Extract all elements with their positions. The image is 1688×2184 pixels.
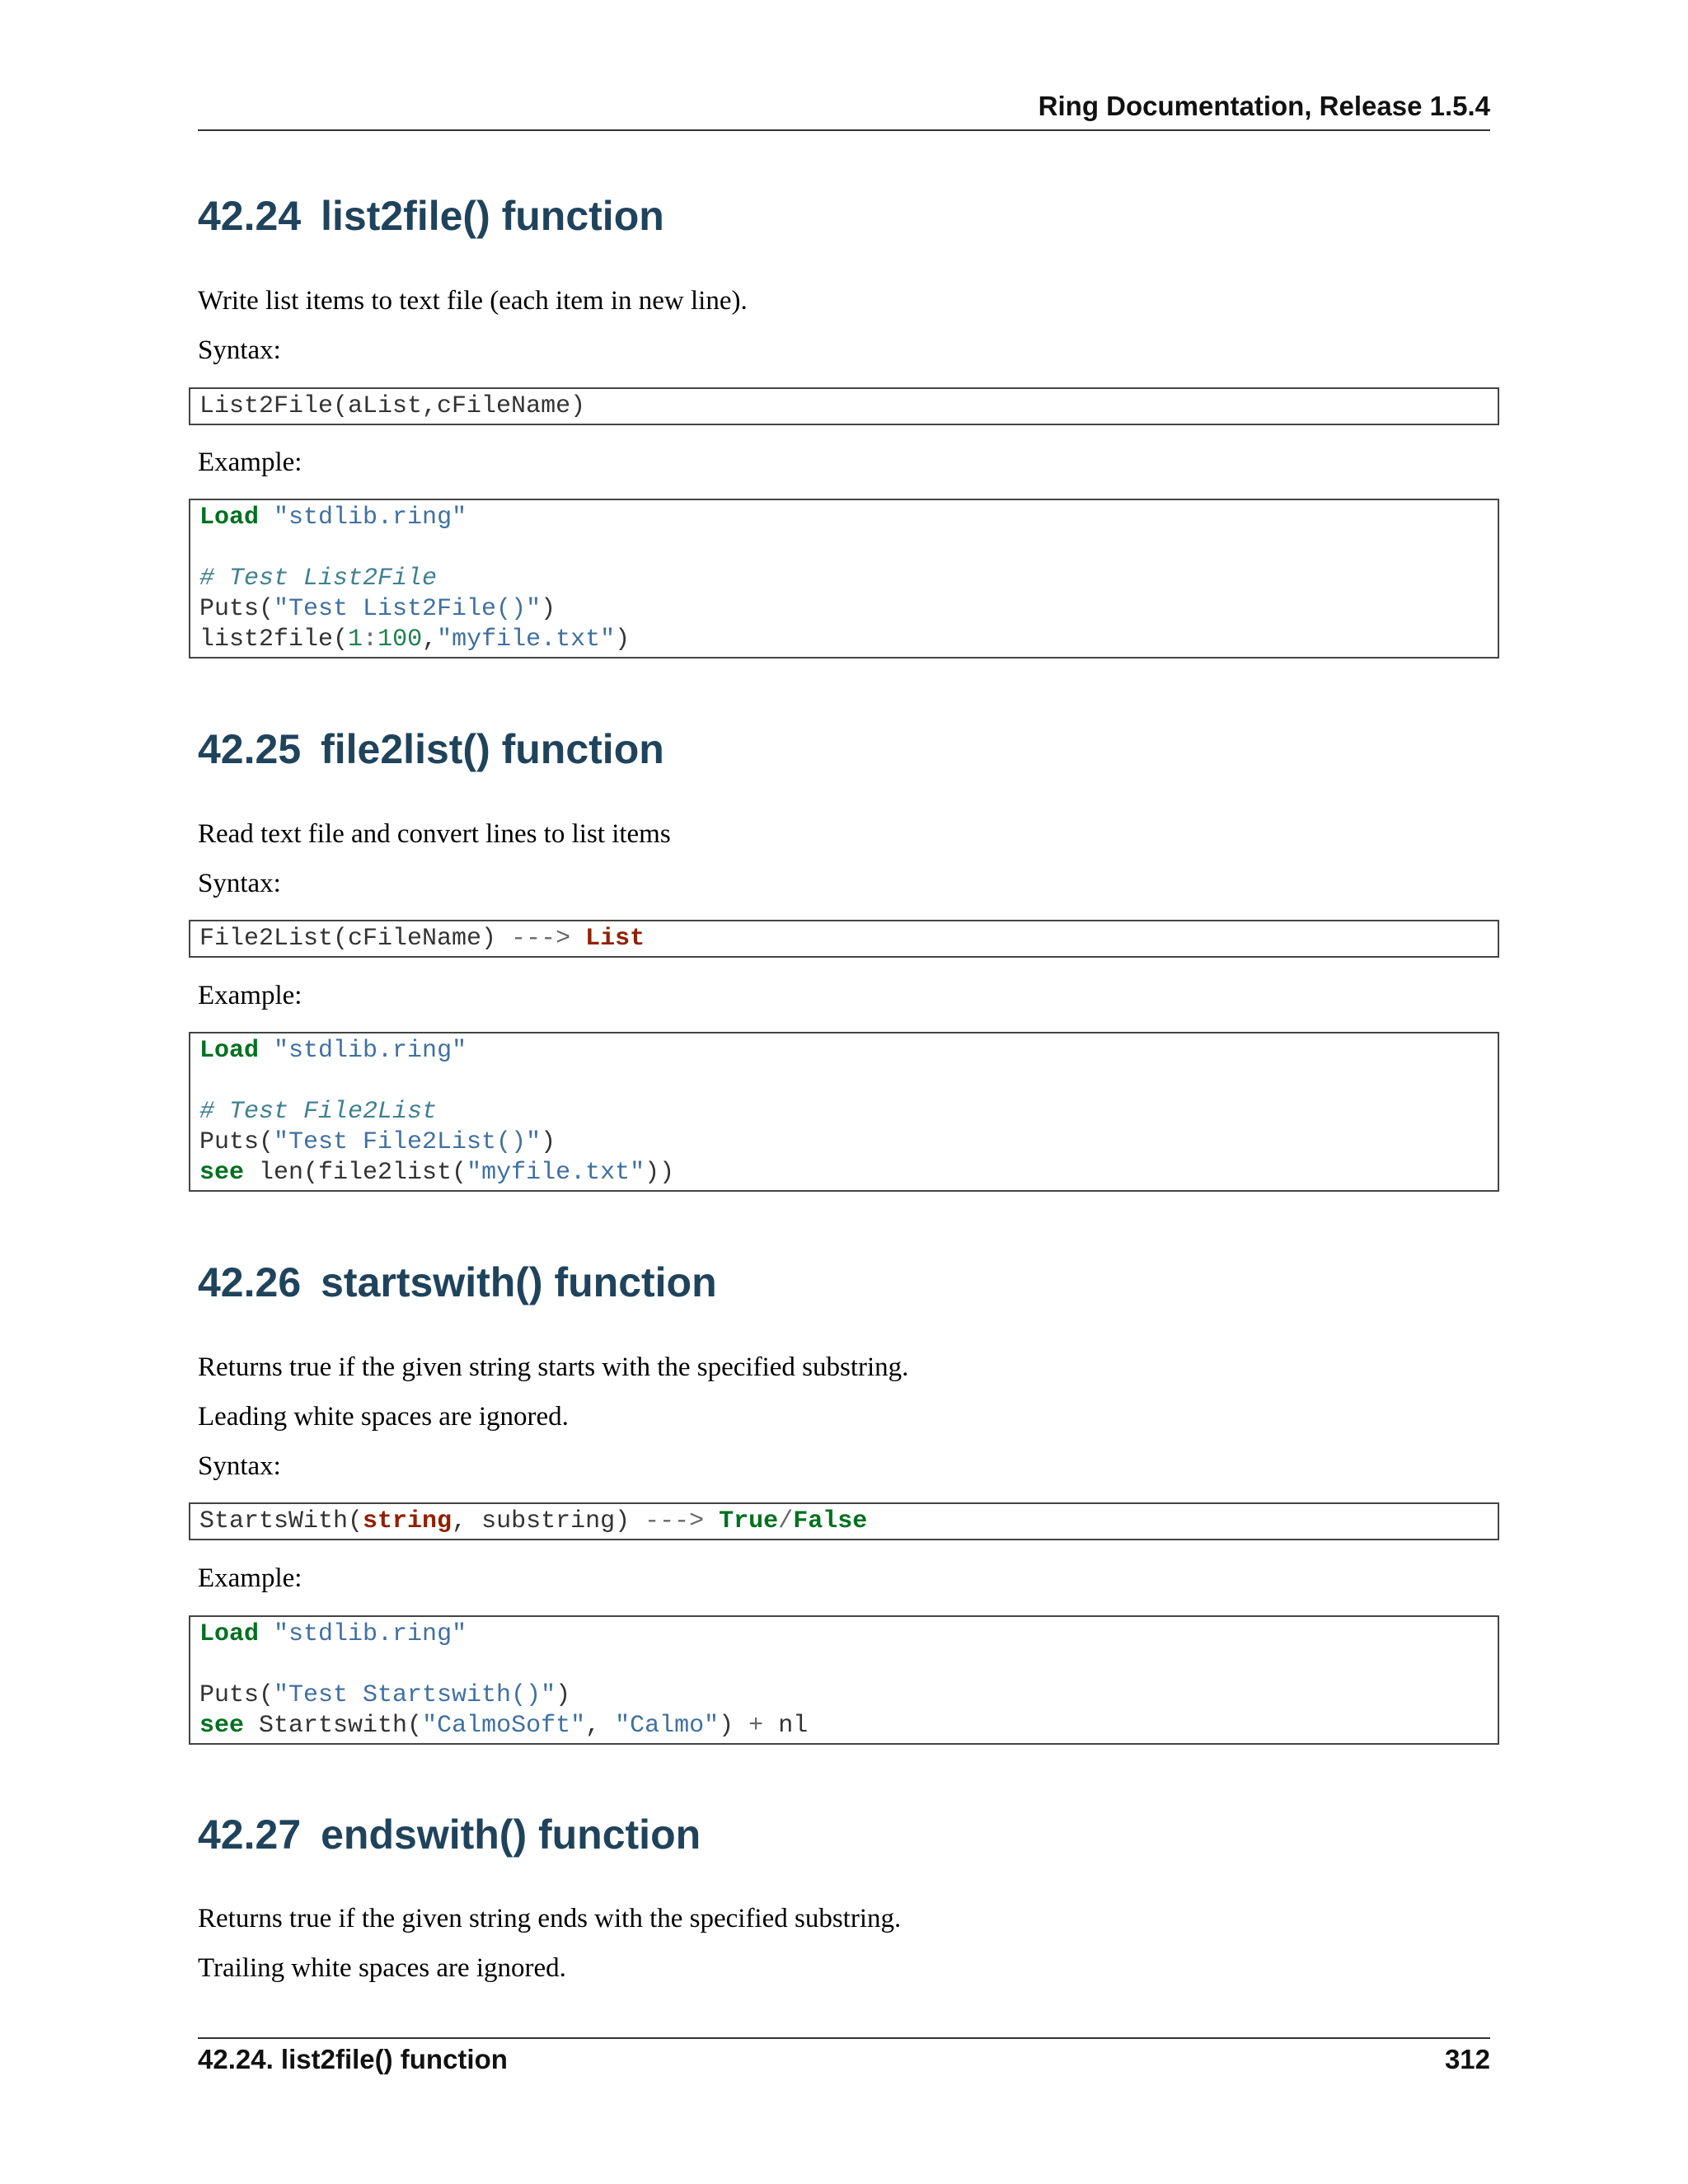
syntax-block [189,387,1499,425]
section-description: Write list items to text file (each item in new line). [198,286,748,316]
code-line-blank [199,1650,1489,1680]
example-code-block [189,1032,1499,1192]
code-keyword: Load [199,504,260,532]
code-operator: : [363,626,378,654]
code-keyword: see [199,1159,245,1187]
syntax-label: Syntax: [198,869,281,898]
code-line [199,564,1489,594]
code-operator: ---> [645,1507,705,1535]
code-text: File2List(cFileName) [199,925,512,953]
code-text: len(file2list( [244,1159,467,1187]
section-description: Trailing white spaces are ignored. [198,1953,566,1983]
code-string: "stdlib.ring" [274,1037,467,1065]
section-number: 42.26 [198,1259,302,1305]
code-line [199,594,1489,625]
code-line [199,1158,1489,1188]
code-line [199,1127,1489,1158]
syntax-label: Syntax: [198,1451,281,1481]
code-string: "Test List2File()" [274,595,542,623]
code-line [199,1036,1489,1066]
code-comment: # Test List2File [199,565,438,593]
code-line [199,625,1489,655]
section-number: 42.24 [198,193,302,239]
code-text: ) [556,1681,571,1709]
code-string: "Test File2List()" [274,1128,542,1156]
code-operator: / [778,1507,794,1535]
syntax-block [189,1502,1499,1540]
code-comment: # Test File2List [199,1098,438,1126]
section-description: Leading white spaces are ignored. [198,1402,569,1432]
section-number: 42.27 [198,1811,302,1858]
code-line [199,1619,1489,1650]
code-string: "Test Startswith()" [274,1681,556,1709]
code-operator: ---> [511,925,571,953]
code-string: "Calmo" [615,1712,720,1740]
section-title: endswith() function [321,1811,701,1858]
footer-section-title: 42.24. list2file() function [198,2044,508,2074]
example-label: Example: [198,448,302,477]
footer-rule [198,2037,1490,2039]
code-number: 1 [348,626,363,654]
code-string: "CalmoSoft" [422,1712,586,1740]
syntax-block [189,920,1499,958]
section-description: Returns true if the given string starts with the specified substring. [198,1352,909,1382]
header-rule [198,129,1490,131]
code-text: List2File(aList,cFileName) [199,392,586,420]
code-text: ) [541,595,556,623]
code-line-blank [199,1066,1489,1097]
running-header: Ring Documentation, Release 1.5.4 [1038,91,1490,121]
code-text: nl [763,1712,809,1740]
syntax-label: Syntax: [198,335,281,365]
code-line [199,1711,1489,1741]
section-number: 42.25 [198,726,302,772]
page-number: 312 [1444,2044,1490,2074]
code-text: Puts( [199,1128,274,1156]
example-label: Example: [198,981,302,1010]
code-text: StartsWith( [199,1507,363,1535]
code-text: ) [541,1128,556,1156]
section-heading-endswith [198,1811,701,1858]
section-heading-startswith [198,1258,717,1306]
code-text: , [422,626,438,654]
code-string: "myfile.txt" [437,626,616,654]
code-text: Puts( [199,1681,274,1709]
section-description: Read text file and convert lines to list items [198,819,671,849]
example-code-block [189,1615,1499,1745]
code-keyword: see [199,1712,245,1740]
code-number: 100 [377,626,423,654]
code-keyword: True [719,1507,779,1535]
code-operator: + [748,1712,764,1740]
code-line [199,503,1489,533]
code-text: ) [615,626,631,654]
code-line [199,1680,1489,1711]
code-text: )) [645,1159,675,1187]
code-text: Puts( [199,595,274,623]
example-code-block [189,499,1499,658]
code-keyword: False [793,1507,868,1535]
code-line [199,1097,1489,1127]
code-keyword: Load [199,1037,260,1065]
section-heading-file2list [198,725,664,773]
code-string: "stdlib.ring" [274,504,467,532]
code-keyword: Load [199,1620,260,1648]
code-builtin: string [363,1507,452,1535]
code-string: "myfile.txt" [467,1159,645,1187]
section-title: list2file() function [321,193,664,239]
example-label: Example: [198,1563,302,1593]
section-title: startswith() function [321,1259,717,1305]
code-text: list2file( [199,626,349,654]
section-description: Returns true if the given string ends with the specified substring. [198,1904,902,1933]
code-line-blank [199,533,1489,564]
code-text: , [585,1712,616,1740]
code-text: ) [719,1712,749,1740]
code-string: "stdlib.ring" [274,1620,467,1648]
code-text: Startswith( [244,1712,423,1740]
code-text: , substring) [452,1507,645,1535]
section-title: file2list() function [321,726,664,772]
section-heading-list2file [198,192,664,240]
code-builtin: List [585,925,645,953]
